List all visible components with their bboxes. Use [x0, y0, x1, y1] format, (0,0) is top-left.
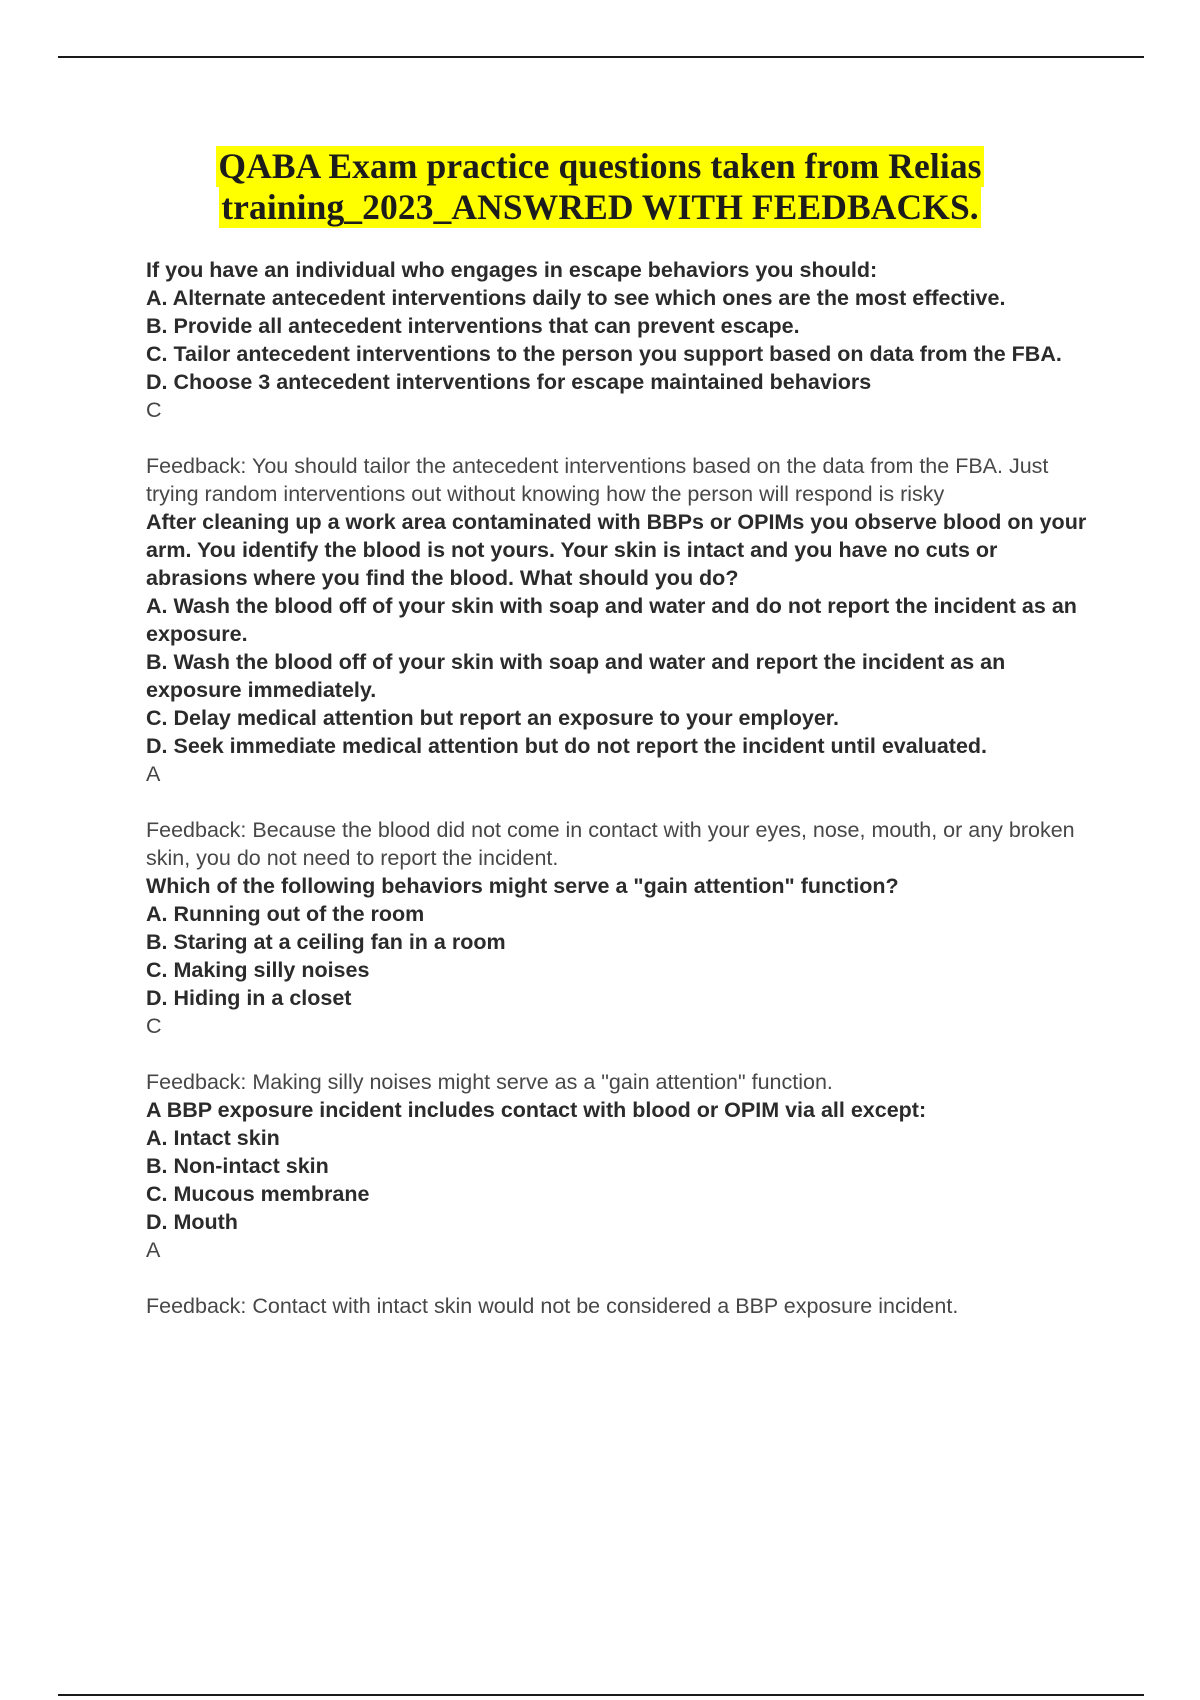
- answer-option: B. Provide all antecedent interventions that can prevent escape.: [146, 314, 800, 338]
- correct-answer: C: [146, 398, 162, 422]
- question-block: [146, 256, 1096, 508]
- spacer: [146, 788, 1096, 816]
- question-block: [146, 872, 1096, 1096]
- question-block: [146, 1096, 1096, 1320]
- feedback-text: Feedback: Contact with intact skin would not be considered a BBP exposure incident.: [146, 1294, 959, 1318]
- answer-option: B. Non-intact skin: [146, 1154, 329, 1178]
- answer-option: A. Wash the blood off of your skin with soap and water and do not report the incident as an exposure.: [146, 594, 1077, 646]
- spacer: [146, 424, 1096, 452]
- question-prompt: If you have an individual who engages in escape behaviors you should:: [146, 258, 878, 282]
- spacer: [146, 1264, 1096, 1292]
- answer-option: C. Delay medical attention but report an exposure to your employer.: [146, 706, 839, 730]
- feedback-text: Feedback: Making silly noises might serve as a "gain attention" function.: [146, 1070, 833, 1094]
- answer-option: B. Wash the blood off of your skin with soap and water and report the incident as an exposure immediately.: [146, 650, 1006, 702]
- feedback-text: Feedback: Because the blood did not come in contact with your eyes, nose, mouth, or any broken skin, you do not need to report the incident.: [146, 818, 1075, 870]
- correct-answer: C: [146, 1014, 162, 1038]
- bottom-rule: [58, 1694, 1144, 1696]
- spacer: [146, 1040, 1096, 1068]
- answer-option: C. Making silly noises: [146, 958, 370, 982]
- question-list: [146, 256, 1096, 1320]
- correct-answer: A: [146, 762, 161, 786]
- question-prompt: After cleaning up a work area contaminated with BBPs or OPIMs you observe blood on your arm. You identify the blood is not yours. Your skin is intact and you have no cuts or abrasions where you find the blood. What should you do?: [146, 510, 1087, 590]
- feedback-text: Feedback: You should tailor the antecedent interventions based on the data from the FBA. Just trying random interventions out without knowing how the person will respond is risky: [146, 454, 1049, 506]
- answer-option: C. Tailor antecedent interventions to the person you support based on data from the FBA.: [146, 342, 1062, 366]
- title-line-2: training_2023_ANSWRED WITH FEEDBACKS.: [221, 187, 979, 227]
- question-block: [146, 508, 1096, 872]
- answer-option: A. Intact skin: [146, 1126, 280, 1150]
- answer-option: D. Hiding in a closet: [146, 986, 352, 1010]
- question-prompt: Which of the following behaviors might serve a "gain attention" function?: [146, 874, 899, 898]
- correct-answer: A: [146, 1238, 161, 1262]
- answer-option: D. Choose 3 antecedent interventions for escape maintained behaviors: [146, 370, 872, 394]
- answer-option: A. Alternate antecedent interventions daily to see which ones are the most effective.: [146, 286, 1006, 310]
- question-prompt: A BBP exposure incident includes contact with blood or OPIM via all except:: [146, 1098, 927, 1122]
- answer-option: A. Running out of the room: [146, 902, 425, 926]
- answer-option: D. Seek immediate medical attention but do not report the incident until evaluated.: [146, 734, 988, 758]
- answer-option: B. Staring at a ceiling fan in a room: [146, 930, 506, 954]
- answer-option: C. Mucous membrane: [146, 1182, 370, 1206]
- document-title: [0, 146, 1200, 228]
- title-line-1: QABA Exam practice questions taken from Relias: [218, 146, 982, 186]
- answer-option: D. Mouth: [146, 1210, 238, 1234]
- top-rule: [58, 56, 1144, 58]
